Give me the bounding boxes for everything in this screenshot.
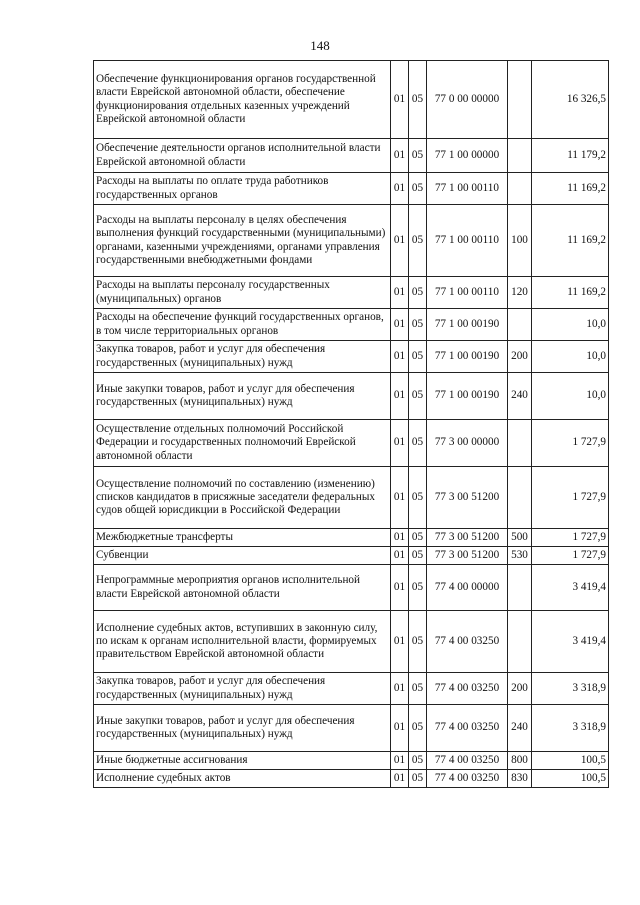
row-subsection-code: 05 [409,611,427,673]
row-name-cell: Межбюджетные трансферты [94,529,391,547]
row-expense-type-code [508,611,532,673]
row-subsection-code: 05 [409,467,427,529]
table-row [94,547,609,565]
row-expense-type-code [508,173,532,205]
row-expense-type-code: 240 [508,705,532,752]
row-section-code: 01 [391,770,409,788]
row-subsection-code: 05 [409,309,427,341]
row-expense-type-code: 530 [508,547,532,565]
table-row [94,770,609,788]
row-section-code: 01 [391,309,409,341]
row-expense-type-code: 200 [508,341,532,373]
row-subsection-code: 05 [409,705,427,752]
row-expense-type-code [508,565,532,611]
row-target-article-code: 77 4 00 03250 [427,673,508,705]
row-amount: 11 169,2 [532,277,609,309]
row-name-cell: Обеспечение деятельности органов исполнительной власти Еврейской автономной области [94,139,391,173]
table-row [94,529,609,547]
row-section-code: 01 [391,341,409,373]
row-subsection-code: 05 [409,61,427,139]
row-section-code: 01 [391,673,409,705]
row-amount: 3 318,9 [532,673,609,705]
budget-table [93,60,609,788]
row-target-article-code: 77 4 00 03250 [427,770,508,788]
row-section-code: 01 [391,611,409,673]
row-target-article-code: 77 4 00 03250 [427,611,508,673]
row-subsection-code: 05 [409,173,427,205]
row-section-code: 01 [391,529,409,547]
table-row [94,420,609,467]
row-section-code: 01 [391,277,409,309]
row-expense-type-code [508,309,532,341]
row-amount: 10,0 [532,373,609,420]
row-target-article-code: 77 4 00 00000 [427,565,508,611]
row-target-article-code: 77 1 00 00190 [427,341,508,373]
row-section-code: 01 [391,420,409,467]
row-name-cell: Непрограммные мероприятия органов исполнительной власти Еврейской автономной области [94,565,391,611]
row-subsection-code: 05 [409,420,427,467]
row-expense-type-code: 500 [508,529,532,547]
row-target-article-code: 77 0 00 00000 [427,61,508,139]
row-expense-type-code: 800 [508,752,532,770]
table-row [94,277,609,309]
row-name-cell: Осуществление полномочий по составлению (изменению) списков кандидатов в присяжные заседатели федеральных судов общей юрисдикции в Российской Федерации [94,467,391,529]
table-row [94,565,609,611]
row-target-article-code: 77 3 00 51200 [427,547,508,565]
row-amount: 11 169,2 [532,173,609,205]
row-subsection-code: 05 [409,529,427,547]
table-row [94,373,609,420]
row-name-cell: Расходы на выплаты персоналу государственных (муниципальных) органов [94,277,391,309]
row-name-cell: Осуществление отдельных полномочий Российской Федерации и государственных полномочий Еврейской автономной области [94,420,391,467]
row-target-article-code: 77 4 00 03250 [427,705,508,752]
row-amount: 11 179,2 [532,139,609,173]
table-row [94,341,609,373]
table-row [94,705,609,752]
row-name-cell: Исполнение судебных актов [94,770,391,788]
row-subsection-code: 05 [409,673,427,705]
row-subsection-code: 05 [409,277,427,309]
row-amount: 1 727,9 [532,529,609,547]
row-target-article-code: 77 1 00 00190 [427,373,508,420]
row-expense-type-code [508,61,532,139]
table-row [94,752,609,770]
row-amount: 3 419,4 [532,565,609,611]
row-target-article-code: 77 3 00 51200 [427,467,508,529]
row-section-code: 01 [391,705,409,752]
row-expense-type-code [508,420,532,467]
row-amount: 1 727,9 [532,547,609,565]
row-subsection-code: 05 [409,565,427,611]
row-name-cell: Иные закупки товаров, работ и услуг для обеспечения государственных (муниципальных) нужд [94,705,391,752]
row-expense-type-code: 200 [508,673,532,705]
row-subsection-code: 05 [409,770,427,788]
row-target-article-code: 77 3 00 51200 [427,529,508,547]
budget-table-body [94,61,609,788]
table-row [94,309,609,341]
row-section-code: 01 [391,173,409,205]
row-subsection-code: 05 [409,547,427,565]
row-expense-type-code: 830 [508,770,532,788]
row-amount: 10,0 [532,341,609,373]
row-section-code: 01 [391,467,409,529]
row-amount: 11 169,2 [532,205,609,277]
table-row [94,611,609,673]
row-name-cell: Субвенции [94,547,391,565]
row-amount: 1 727,9 [532,467,609,529]
row-expense-type-code [508,467,532,529]
row-expense-type-code: 100 [508,205,532,277]
table-row [94,467,609,529]
row-subsection-code: 05 [409,752,427,770]
row-section-code: 01 [391,373,409,420]
table-row [94,205,609,277]
row-subsection-code: 05 [409,139,427,173]
row-section-code: 01 [391,61,409,139]
row-expense-type-code [508,139,532,173]
row-name-cell: Исполнение судебных актов, вступивших в законную силу, по искам к органам исполнительной власти, формируемых правительством Еврейской автономной области [94,611,391,673]
row-name-cell: Обеспечение функционирования органов государственной власти Еврейской автономной области, обеспечение функционирования отдельных казенных учреждений Еврейской автономной области [94,61,391,139]
row-target-article-code: 77 1 00 00190 [427,309,508,341]
row-subsection-code: 05 [409,205,427,277]
table-row [94,673,609,705]
row-amount: 100,5 [532,770,609,788]
row-expense-type-code: 120 [508,277,532,309]
row-target-article-code: 77 1 00 00110 [427,277,508,309]
table-row [94,139,609,173]
row-section-code: 01 [391,139,409,173]
row-subsection-code: 05 [409,373,427,420]
row-name-cell: Расходы на обеспечение функций государственных органов, в том числе территориальных органов [94,309,391,341]
row-amount: 3 318,9 [532,705,609,752]
row-amount: 3 419,4 [532,611,609,673]
row-amount: 100,5 [532,752,609,770]
row-target-article-code: 77 1 00 00110 [427,205,508,277]
row-target-article-code: 77 1 00 00110 [427,173,508,205]
row-amount: 16 326,5 [532,61,609,139]
table-row [94,173,609,205]
row-name-cell: Расходы на выплаты по оплате труда работников государственных органов [94,173,391,205]
row-subsection-code: 05 [409,341,427,373]
row-section-code: 01 [391,205,409,277]
row-section-code: 01 [391,547,409,565]
row-target-article-code: 77 4 00 03250 [427,752,508,770]
table-row [94,61,609,139]
row-name-cell: Закупка товаров, работ и услуг для обеспечения государственных (муниципальных) нужд [94,673,391,705]
row-amount: 10,0 [532,309,609,341]
row-name-cell: Расходы на выплаты персоналу в целях обеспечения выполнения функций государственными (муниципальными) органами, казенными учреждениями, органами управления государственными внебюджетными фондами [94,205,391,277]
row-target-article-code: 77 3 00 00000 [427,420,508,467]
row-section-code: 01 [391,752,409,770]
row-section-code: 01 [391,565,409,611]
row-name-cell: Иные бюджетные ассигнования [94,752,391,770]
row-amount: 1 727,9 [532,420,609,467]
row-target-article-code: 77 1 00 00000 [427,139,508,173]
row-name-cell: Иные закупки товаров, работ и услуг для обеспечения государственных (муниципальных) нужд [94,373,391,420]
row-name-cell: Закупка товаров, работ и услуг для обеспечения государственных (муниципальных) нужд [94,341,391,373]
page-number: 148 [310,38,330,53]
row-expense-type-code: 240 [508,373,532,420]
